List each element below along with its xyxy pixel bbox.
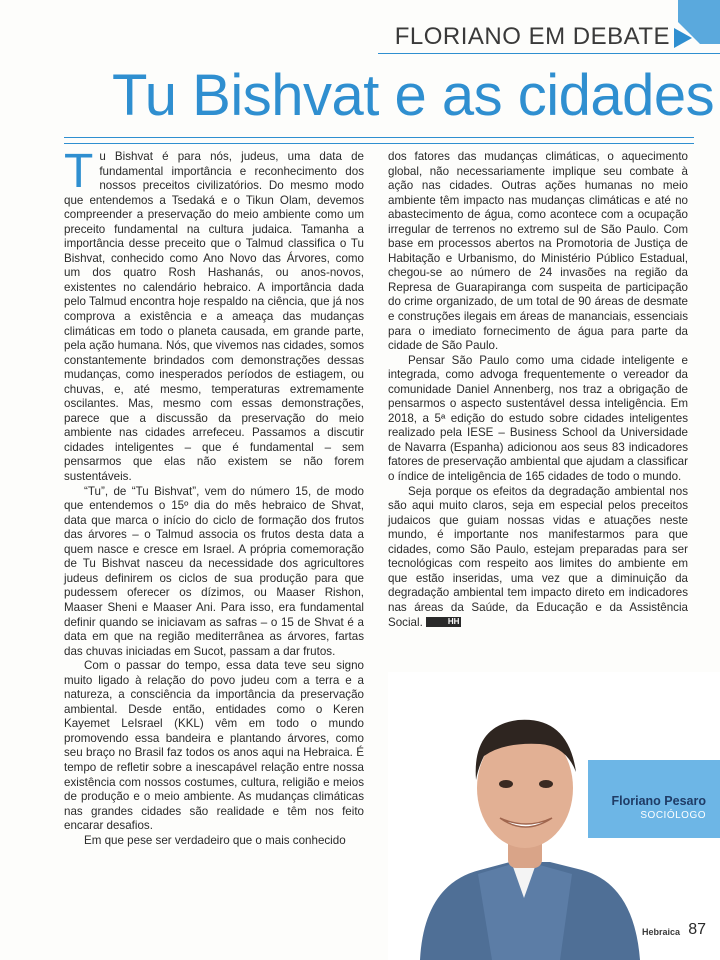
header-rule (378, 53, 720, 54)
drop-cap: T (64, 145, 94, 198)
article-title: Tu Bishvat e as cidades (112, 63, 715, 128)
author-role: SOCIÓLOGO (640, 810, 706, 821)
section-header: FLORIANO EM DEBATE (394, 23, 670, 50)
end-mark: HH (426, 617, 462, 627)
title-rule-top (64, 137, 694, 138)
paragraph: Pensar São Paulo como uma cidade inteligente e integrada, como advoga frequentemente o vereador da comunidade Daniel Annenberg, nos traz a obrigação de pensarmos o aspecto sustentável dessa inteligência. Em 2018, a 5ª edição do estudo sobre cidades inteligentes realizado pela IESE – Business School da Universidade de Navarra (Espanha) adicionou aos seus 83 indicadores fatores de preservação ambiental que ajudam a classificar o índice de inteligência de 165 cidades de todo o mundo. (388, 353, 688, 484)
paragraph-text: Seja porque os efeitos da degradação ambiental nos são aqui muito claros, seja em especial pelos preceitos judaicos que guiam nossas vidas e atuações neste mundo, é importante nos manifestarmos para que cidades, como São Paulo, estejam preparadas para ser tecnológicas com respeito aos limites do ambiente em que estão inseridas, uma vez que a diminuição da degradação ambiental tem impacto direto em indicadores nas áreas da Saúde, da Educação e da Assistência Social. (388, 484, 688, 629)
article-column-left (64, 145, 364, 848)
paragraph: Com o passar do tempo, essa data teve seu signo muito ligado à relação do povo judeu com a terra e a natureza, a consciência da importância da preservação ambiental. Desde então, entidades como o Keren Kayemet LeIsrael (KKL) vêm em todo o mundo promovendo essa bandeira e plantando árvores, como seu braço no Brasil faz todos os anos aqui na Hebraica. É tempo de refletir sobre a inescapável relação entre nossa existência com nossos costumes, cultura, religião e meios de produção e o meio ambiente. As mudanças climáticas nas grandes cidades são realidade e têm nos feito encarar desafios. (64, 659, 364, 833)
page-number: 87 (688, 921, 706, 938)
paragraph: Em que pese ser verdadeiro que o mais conhecido (84, 833, 346, 847)
paragraph: “Tu”, de “Tu Bishvat”, vem do número 15, de modo que entendemos o 15º dia do mês hebraico de Shvat, data que marca o início do ciclo de formação dos frutos das árvores – o Talmud associa os frutos desta data a quem nasce e cresce em Israel. A própria comemoração de Tu Bishvat nasceu da necessidade dos agricultores judeus definirem os ciclos de sua produção para que pudessem oferecer os dízimos, ou Maaser Rishon, Maaser Sheni e Maaser Ani. Para isso, era fundamental definir quando se iniciavam as safras – o 15 de Shvat é a data em que na região mediterrânea as árvores, fartas das chuvas iniciadas em Sucot, passam a dar frutos. (64, 484, 364, 658)
triangle-icon (674, 28, 692, 48)
magazine-name: Hebraica (641, 927, 680, 937)
paragraph (388, 485, 688, 630)
paragraph-text: u Bishvat é para nós, judeus, uma data de fundamental importância e reconhecimento dos nossos preceitos civilizatórios. Do mesmo modo que entendemos a Tsedaká e o Tikun Olam, devemos compreender a preservação do meio ambiente como um preceito fundamental na cultura judaica. Tamanha a importância desse preceito que o Talmud classifica o Tu Bishvat, conhecido como Ano Novo das Árvores, como um dos quatro Rosh Hashanás, ou anos-novos, existentes no calendário hebraico. A importância dada pelo Talmud encontra hoje respaldo na ciência, que já nos comprova a existência e a ameaça das mudanças climáticas em todo o planeta causada, em grande parte, pela ação humana. Nós, que vivemos nas cidades, somos constantemente brindados com demonstrações dessas mudanças, como inesperados períodos de estiagem, ou chuvas, e, até mesmo, temperaturas extremamente oscilantes. Mas, mesmo com essas demonstrações, parece que a discussão da preservação do meio ambiente nas cidades arrefeceu. Passamos a discutir cidades inteligentes – que é fundamental – sem pensarmos que elas não existem se não forem sustentáveis. (64, 150, 364, 484)
author-portrait (400, 684, 650, 960)
paragraph: dos fatores das mudanças climáticas, o aquecimento global, não necessariamente implique seu combate à ação nas cidades. Outras ações humanas no meio ambiente têm impacto nas mudanças climáticas e até no abastecimento de água, como acontece com a ocupação irregular de terrenos no extremo sul de São Paulo. Com base em processos abertos na Promotoria de Justiça de Habitação e Urbanismo, do Ministério Público Estadual, chegou-se ao número de 24 invasões na região da Represa de Guarapiranga com suspeita de participação do crime organizado, de um total de 90 áreas de desmate e construções ilegais em áreas de mananciais, essenciais para o imediato fornecimento de água para parte da cidade de São Paulo. (388, 150, 688, 353)
paragraph (64, 145, 364, 485)
author-name: Floriano Pesaro (611, 794, 706, 808)
title-rule-bottom (64, 143, 694, 144)
article-column-right (388, 150, 688, 630)
